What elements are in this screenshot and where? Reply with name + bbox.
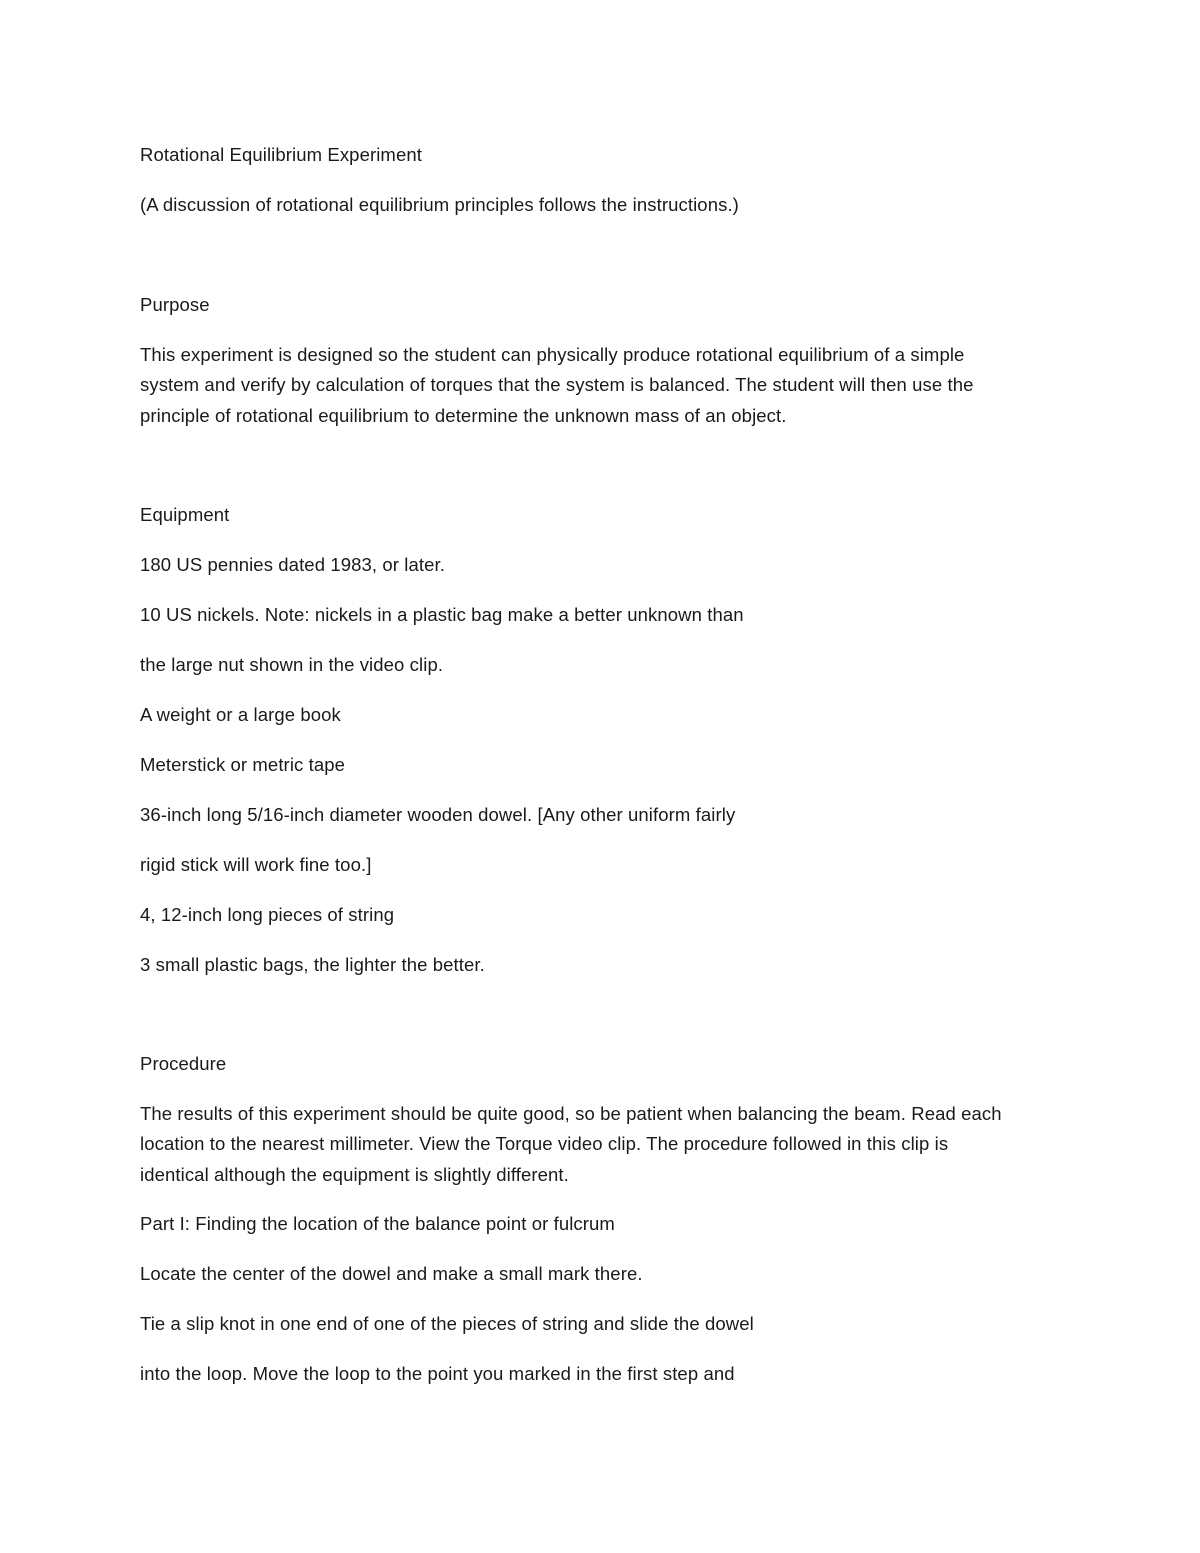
equipment-item: 3 small plastic bags, the lighter the better. [140,954,485,975]
purpose-line: This experiment is designed so the student can physically produce rotational equilibrium of a simple [140,344,965,365]
purpose-line: system and verify by calculation of torques that the system is balanced. The student will then use the [140,374,974,395]
equipment-item: 36-inch long 5/16-inch diameter wooden dowel. [Any other uniform fairly [140,804,736,825]
procedure-intro-line: The results of this experiment should be quite good, so be patient when balancing the beam. Read each [140,1103,1002,1124]
purpose-heading: Purpose [140,294,210,315]
part1-heading: Part I: Finding the location of the balance point or fulcrum [140,1213,615,1234]
equipment-item: the large nut shown in the video clip. [140,654,444,675]
equipment-item: rigid stick will work fine too.] [140,854,372,875]
procedure-step: into the loop. Move the loop to the point you marked in the first step and [140,1363,735,1384]
procedure-intro-line: location to the nearest millimeter. View the Torque video clip. The procedure followed in this clip is [140,1133,949,1154]
procedure-intro-line: identical although the equipment is slightly different. [140,1164,569,1185]
procedure-step: Tie a slip knot in one end of one of the pieces of string and slide the dowel [140,1313,754,1334]
equipment-heading: Equipment [140,504,230,525]
equipment-item: 10 US nickels. Note: nickels in a plastic bag make a better unknown than [140,604,744,625]
document-subtitle: (A discussion of rotational equilibrium principles follows the instructions.) [140,194,739,215]
procedure-heading: Procedure [140,1053,227,1074]
procedure-step: Locate the center of the dowel and make a small mark there. [140,1263,643,1284]
equipment-item: 4, 12-inch long pieces of string [140,904,395,925]
equipment-item: 180 US pennies dated 1983, or later. [140,554,445,575]
purpose-line: principle of rotational equilibrium to determine the unknown mass of an object. [140,405,787,426]
equipment-item: Meterstick or metric tape [140,754,346,775]
equipment-item: A weight or a large book [140,704,341,725]
document-title: Rotational Equilibrium Experiment [140,144,422,165]
